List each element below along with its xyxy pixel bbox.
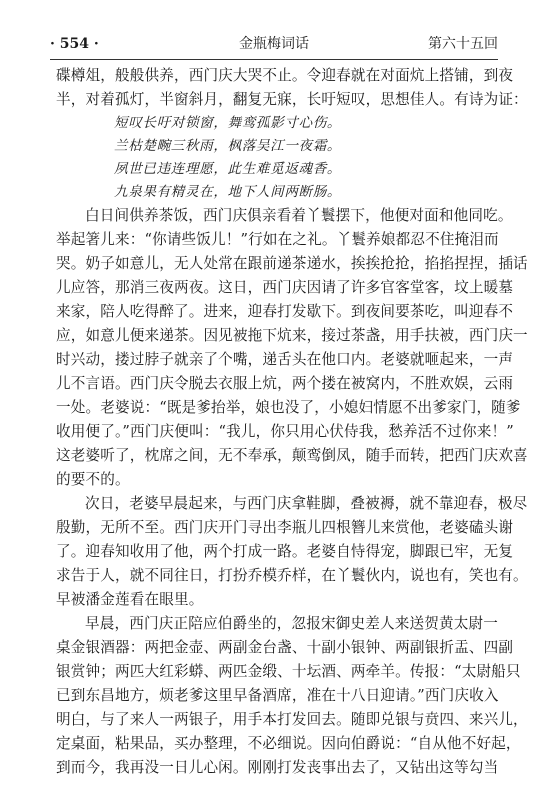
paragraph [56, 204, 528, 492]
text-line: 求告于人，就不同往日，打扮乔模乔样，在丫鬟伙内，说也有，笑也有。 [56, 567, 528, 584]
text-line: 明白，与了来人一两银子，用手本打发回去。随即兑银与贲四、来兴儿， [56, 711, 528, 728]
text-line: 早被潘金莲看在眼里。 [56, 591, 204, 608]
text-line: 儿不言语。西门庆令脱去衣服上炕，两个搂在被窝内，不胜欢娱，云雨 [56, 375, 514, 392]
text-line: 桌金银酒器：两把金壶、两副金台盏、十副小银钟、两副银折盂、四副 [56, 639, 514, 656]
poem [56, 112, 498, 204]
text-line: 碟樽俎，般般供养，西门庆大哭不止。令迎春就在对面炕上搭铺，到夜 [56, 67, 514, 84]
text-line: 定桌面，粘果品，买办整理，不必细说。因向伯爵说：“自从他不好起， [56, 735, 521, 752]
text-line: 银赏钟；两匹大红彩蟒、两匹金缎、十坛酒、两牵羊。传报：“太尉船只 [56, 663, 521, 680]
page-number: · 554 · [50, 36, 99, 52]
text-line: 白日间供养茶饭，西门庆俱亲看着丫鬟摆下，他便对面和他同吃。 [85, 207, 513, 224]
paragraph [56, 612, 528, 780]
poem-line: 短叹长吁对锁窗，舞鸾孤影寸心伤。 [114, 115, 342, 131]
text-line: 的要不的。 [56, 471, 130, 488]
chapter-title: 第六十五回 [428, 36, 498, 52]
text-line: 已到东昌地方，烦老爹这里早备酒席，准在十八日迎请。”西门庆收入 [56, 687, 499, 704]
text-line: 早晨，西门庆正陪应伯爵坐的，忽报宋御史差人来送贺黄太尉一 [85, 615, 498, 632]
text-line: 到而今，我再没一日儿心闲。刚刚打发丧事出去了，又钻出这等勾当 [56, 759, 499, 776]
body-text [56, 64, 528, 780]
text-line: 收用便了。”西门庆便叫：“我儿，你只用心伏侍我，愁养活不过你来！” [56, 423, 514, 440]
paragraph [56, 64, 528, 112]
header-rule [50, 59, 498, 60]
text-line: 来家，陪人吃得醉了。进来，迎春打发歇下。到夜间要茶吃，叫迎春不 [56, 303, 514, 320]
text-line: 举起箸儿来：“你请些饭儿！”行如在之礼。丫鬟养娘都忍不住掩泪而 [56, 231, 499, 248]
page-header [50, 34, 498, 56]
text-line: 次日，老婆早晨起来，与西门庆拿鞋脚，叠被褥，就不靠迎春，极尽 [85, 495, 528, 512]
poem-line: 夙世已违连理愿，此生难觅返魂香。 [114, 161, 342, 177]
text-line: 殷勤，无所不至。西门庆开门寻出李瓶儿四根簪儿来赏他，老婆磕头谢 [56, 519, 514, 536]
paragraph [56, 492, 528, 612]
text-line: 一处。老婆说：“既是爹抬举，娘也没了，小媳妇情愿不出爹家门，随爹 [56, 399, 521, 416]
book-title: 金瓶梅词话 [239, 36, 309, 52]
poem-line: 九泉果有精灵在，地下人间两断肠。 [114, 184, 342, 200]
text-line: 了。迎春知收用了他，两个打成一路。老婆自恃得宠，脚跟已牢，无复 [56, 543, 514, 560]
text-line: 时兴动，搂过脖子就亲了个嘴，递舌头在他口内。老婆就咂起来，一声 [56, 351, 514, 368]
text-line: 这老婆听了，枕席之间，无不奉承，颠鸾倒凤，随手而转，把西门庆欢喜 [56, 447, 528, 464]
text-line: 儿应答，那消三夜两夜。这日，西门庆因请了许多官客堂客，坟上暖墓 [56, 279, 514, 296]
poem-line: 兰枯楚畹三秋雨，枫落吴江一夜霜。 [114, 138, 342, 154]
text-line: 应，如意儿便来递茶。因见被拖下炕来，接过茶盏，用手扶被，西门庆一 [56, 327, 528, 344]
text-line: 哭。奶子如意儿，无人处常在跟前递茶递水，挨挨抢抢，掐掐捏捏，插话 [56, 255, 528, 272]
text-line: 半，对着孤灯，半窗斜月，翻复无寐，长吁短叹，思想佳人。有诗为证： [56, 91, 528, 108]
